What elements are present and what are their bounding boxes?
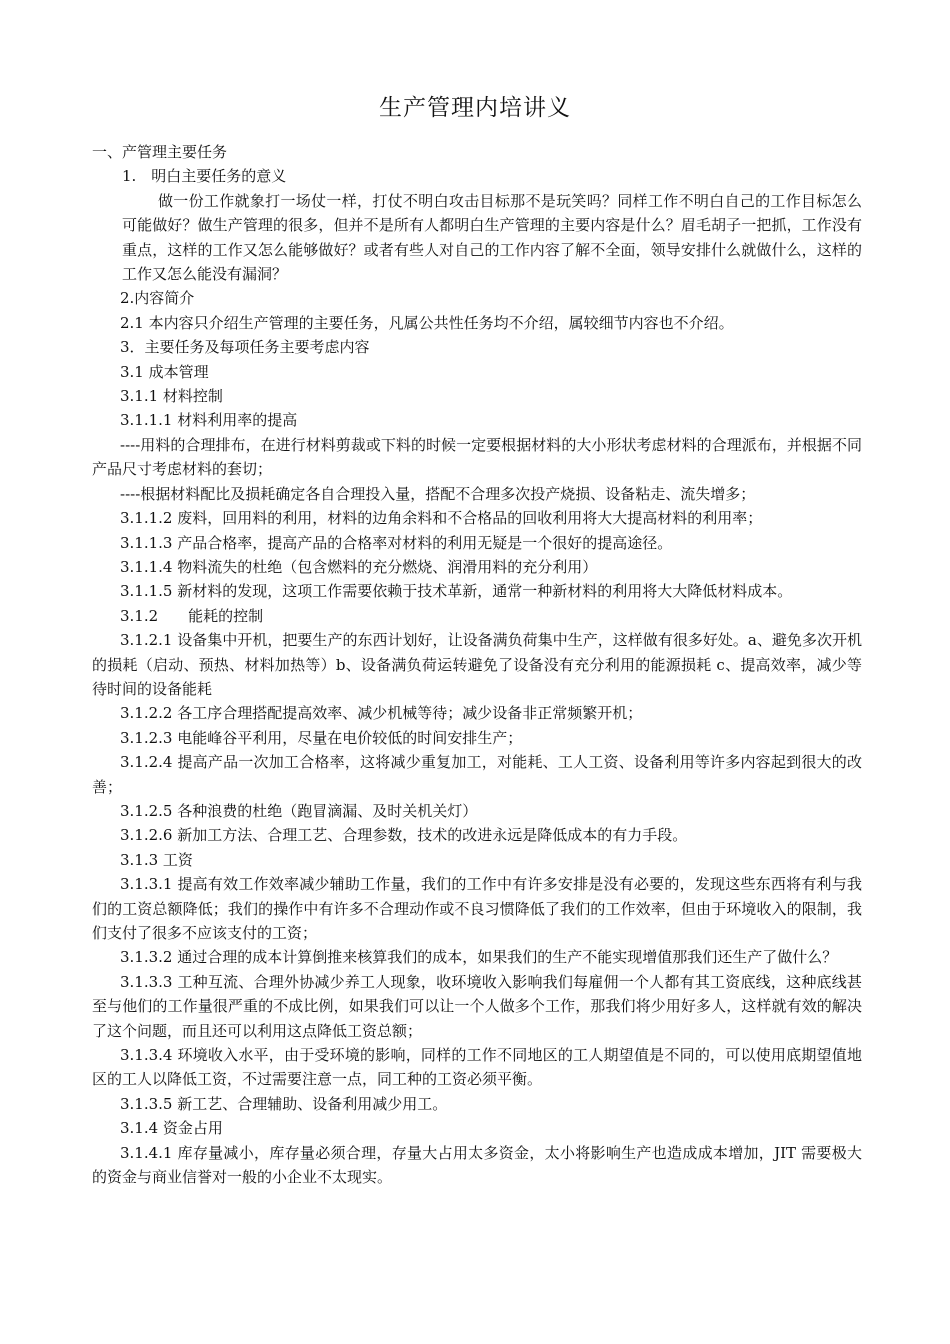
paragraph: 3.1.2.1 设备集中开机，把要生产的东西计划好，让设备满负荷集中生产，这样做有很多好处。a、避免多次开机的损耗（启动、预热、材料加热等）b、设备满负荷运转避免了设备没有充分利用的能源损耗 c、提高效率，减少等待时间的设备能耗 — [92, 631, 862, 698]
paragraph: 3.1.2 能耗的控制 — [120, 606, 264, 625]
paragraph: 3.1.2.4 提高产品一次加工合格率，这将减少重复加工，对能耗、工人工资、设备利用等许多内容起到很大的改善； — [92, 753, 862, 796]
paragraph: 3.1.1.2 废料，回用料的利用，材料的边角余料和不合格品的回收利用将大大提高材料的利用率； — [120, 509, 763, 528]
paragraph: 3.1.1.3 产品合格率，提高产品的合格率对材料的利用无疑是一个很好的提高途径。 — [120, 533, 673, 552]
paragraph: 3.1.4 资金占用 — [120, 1119, 223, 1138]
paragraph: 3．主要任务及每项任务主要考虑内容 — [120, 338, 370, 357]
paragraph: 3.1.1.5 新材料的发现，这项工作需要依赖于技术革新，通常一种新材料的利用将大大降低材料成本。 — [120, 582, 793, 601]
paragraph: 3.1.3.2 通过合理的成本计算倒推来核算我们的成本，如果我们的生产不能实现增值那我们还生产了做什么？ — [120, 948, 838, 967]
paragraph: 3.1.4.1 库存量减小，库存量必须合理，存量大占用太多资金，太小将影响生产也造成成本增加，JIT 需要极大的资金与商业信誉对一般的小企业不太现实。 — [92, 1143, 862, 1187]
paragraph: 3.1.3.1 提高有效工作效率减少辅助工作量，我们的工作中有许多安排是没有必要的，发现这些东西将有利与我们的工资总额降低；我们的操作中有许多不合理动作或不良习惯降低了我们的工作效率，但由于环境收入的限制，我们支付了很多不应该支付的工资； — [92, 875, 862, 942]
paragraph: 3.1.3 工资 — [120, 850, 193, 869]
paragraph: 3.1.2.2 各工序合理搭配提高效率、减少机械等待；减少设备非正常频繁开机； — [120, 704, 643, 723]
document-title: 生产管理内培讲义 — [379, 95, 571, 121]
paragraph: 3.1.1 材料控制 — [120, 387, 223, 406]
paragraph: ----根据材料配比及损耗确定各自合理投入量，搭配不合理多次投产烧损、设备粘走、流失增多； — [120, 484, 756, 503]
paragraph: ----用料的合理排布，在进行材料剪裁或下料的时候一定要根据材料的大小形状考虑材料的合理派布，并根据不同产品尺寸考虑材料的套切； — [92, 435, 862, 479]
paragraph: 2.内容简介 — [120, 289, 195, 308]
paragraph: 3.1.2.6 新加工方法、合理工艺、合理参数，技术的改进永远是降低成本的有力手段。 — [120, 826, 688, 845]
paragraph: 一、产管理主要任务 — [92, 143, 228, 161]
paragraph: 3.1.2.3 电能峰谷平利用，尽量在电价较低的时间安排生产； — [120, 728, 523, 747]
paragraph: 1. 明白主要任务的意义 — [122, 167, 287, 186]
paragraph: 3.1.1.1 材料利用率的提高 — [120, 411, 298, 430]
paragraph: 做一份工作就象打一场仗一样，打仗不明白攻击目标那不是玩笑吗？同样工作不明白自己的工作目标怎么可能做好？做生产管理的很多，但并不是所有人都明白生产管理的主要内容是什么？眉毛胡子一把抓，工作没有重点，这样的工作又怎么能够做好？或者有些人对自己的工作内容了解不全面，领导安排什么就做什么，这样的工作又怎么能没有漏洞？ — [122, 191, 862, 284]
paragraph: 3.1.2.5 各种浪费的杜绝（跑冒滴漏、及时关机关灯） — [120, 801, 478, 820]
paragraph: 3.1.3.5 新工艺、合理辅助、设备利用减少用工。 — [120, 1094, 448, 1113]
paragraph: 3.1.3.4 环境收入水平，由于受环境的影响，同样的工作不同地区的工人期望值是不同的，可以使用底期望值地区的工人以降低工资，不过需要注意一点，同工种的工资必须平衡。 — [92, 1046, 862, 1089]
document-body — [92, 140, 862, 1189]
paragraph: 3.1.3.3 工种互流、合理外协减少养工人现象，收环境收入影响我们每雇佣一个人都有其工资底线，这种底线甚至与他们的工作量很严重的不成比例，如果我们可以让一个人做多个工作，那我们将少用好多人，这样就有效的解决了这个问题，而且还可以利用这点降低工资总额； — [92, 972, 862, 1040]
paragraph: 2.1 本内容只介绍生产管理的主要任务，凡属公共性任务均不介绍，属较细节内容也不介绍。 — [120, 313, 734, 332]
paragraph: 3.1 成本管理 — [120, 362, 209, 381]
paragraph: 3.1.1.4 物料流失的杜绝（包含燃料的充分燃烧、润滑用料的充分利用） — [120, 557, 598, 576]
